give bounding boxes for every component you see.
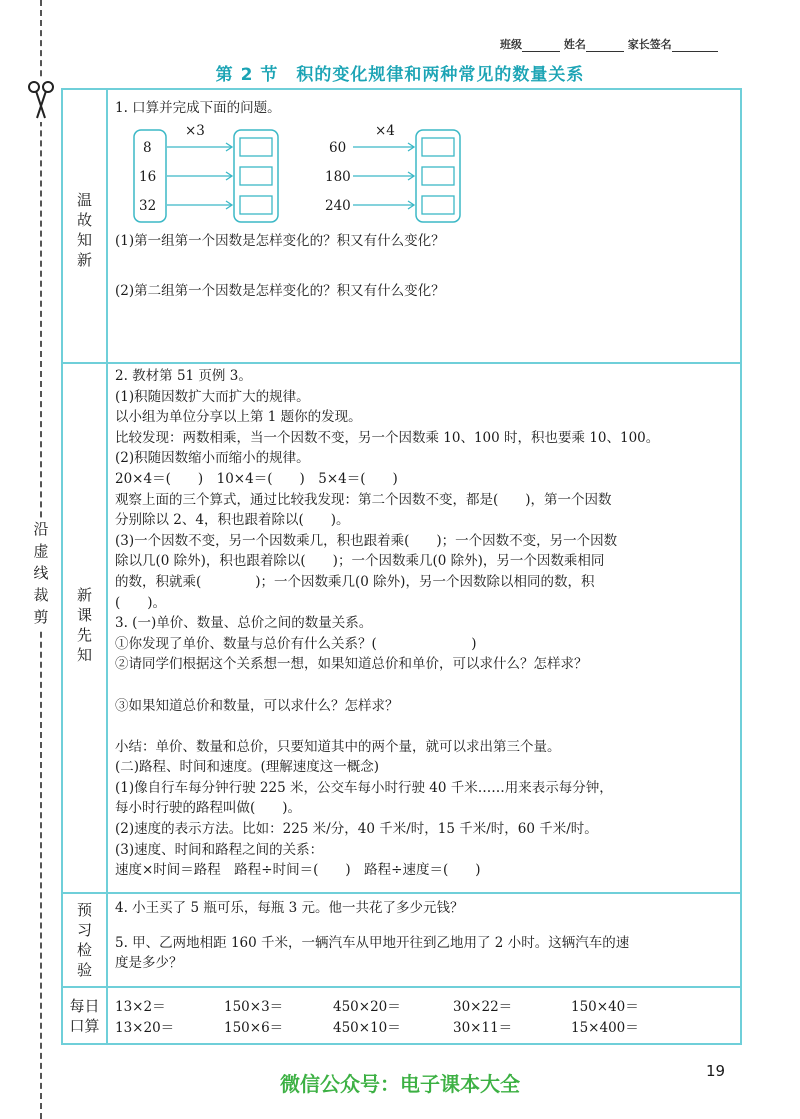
text-line: 除以几(0 除外)，积也跟着除以( )；一个因数乘几(0 除外)，另一个因数乘相同 — [115, 553, 605, 570]
math-item: 13×2＝ — [115, 999, 166, 1015]
review-subquestions — [115, 231, 734, 301]
name-label: 姓名 — [563, 38, 586, 51]
text-line: 小结：单价、数量和总价，只要知道其中的两个量，就可以求出第三个量。 — [115, 738, 561, 755]
text-line: ②请同学们根据这个关系想一想，如果知道总价和单价，可以求什么？怎样求？ — [115, 656, 588, 673]
group-2-figure — [325, 123, 475, 224]
parent-field[interactable] — [672, 41, 718, 52]
text-line: 3. (一)单价、数量、总价之间的数量关系。 — [115, 615, 373, 632]
math-item: 15×400＝ — [571, 1019, 639, 1036]
math-item: 450×20＝ — [333, 999, 401, 1015]
question-1: 1. 口算并完成下面的问题。 — [115, 100, 281, 116]
math-item: 30×22＝ — [453, 999, 513, 1015]
text-line: ③如果知道总价和数量，可以求什么？怎样求？ — [115, 697, 399, 714]
section-label-review: 温 故 知 新 — [76, 191, 92, 269]
group-2-num: 60 — [329, 140, 347, 156]
group-1-multiplier: ×3 — [185, 123, 205, 139]
section-label-daily: 每日 口算 — [69, 997, 100, 1035]
group-1-figure — [133, 123, 293, 224]
text-line: 的数，积就乘( )；一个因数乘几(0 除外)，另一个因数除以相同的数，积 — [115, 573, 595, 590]
text-line: 比较发现：两数相乘，当一个因数不变，另一个因数乘 10、100 时，积也要乘 10、100。 — [115, 429, 660, 446]
math-item: 450×10＝ — [333, 1019, 401, 1036]
math-item: 13×20＝ — [115, 1019, 175, 1036]
text-line: 速度×时间＝路程 路程÷时间＝( ) 路程÷速度＝( ) — [115, 862, 481, 879]
text-line: (3)一个因数不变，另一个因数乘几，积也跟着乘( )；一个因数不变，另一个因数 — [115, 532, 618, 549]
label-divider — [106, 90, 108, 1043]
parent-label: 家长签名 — [627, 38, 672, 51]
math-item: 150×6＝ — [224, 1019, 284, 1036]
text-line: 20×4＝( ) 10×4＝( ) 5×4＝( ) — [115, 470, 398, 487]
text-line: (3)速度、时间和路程之间的关系： — [115, 841, 324, 858]
section-label-preview: 预 习 检 验 — [76, 901, 92, 979]
text-line: 以小组为单位分享以上第 1 题你的发现。 — [115, 409, 362, 426]
text-line: 观察上面的三个算式，通过比较我发现：第二个因数不变，都是( )，第一个因数 — [115, 491, 612, 508]
divider-2 — [63, 892, 740, 894]
question-5-cont: 度是多少？ — [115, 955, 183, 972]
group-2-multiplier: ×4 — [375, 123, 395, 139]
new-lesson-content — [115, 366, 734, 881]
text-line: ①你发现了单价、数量与总价有什么关系？( ) — [115, 635, 477, 652]
page-title: 第 2 节 积的变化规律和两种常见的数量关系 — [215, 65, 585, 85]
text-line: 每小时行驶的路程叫做( )。 — [115, 800, 302, 817]
divider-1 — [63, 362, 740, 364]
class-label: 班级 — [500, 38, 522, 51]
math-item: 30×11＝ — [453, 1019, 513, 1036]
question-4: 4. 小王买了 5 瓶可乐，每瓶 3 元。他一共花了多少元钱？ — [115, 900, 464, 916]
text-line: (1)像自行车每分钟行驶 225 米，公交车每小时行驶 40 千米……用来表示每分钟， — [115, 779, 613, 796]
text-line: (1)积随因数扩大而扩大的规律。 — [115, 388, 310, 405]
worksheet-frame — [61, 88, 742, 1045]
cut-instruction: 沿 虚 线 裁 剪 — [30, 518, 52, 628]
group-1-num: 32 — [139, 198, 157, 214]
math-row-2 — [115, 1018, 734, 1039]
watermark: 微信公众号：电子课本大全 — [280, 1072, 520, 1096]
section-label-new: 新 课 先 知 — [76, 586, 92, 664]
text-line: (2)速度的表示方法。比如：225 米/分，40 千米/时，15 千米/时，60 千米/时。 — [115, 821, 598, 838]
preview-content — [115, 898, 734, 974]
daily-content — [115, 997, 734, 1038]
group-2-num: 180 — [325, 169, 351, 185]
math-item: 150×40＝ — [571, 999, 639, 1015]
math-item: 150×3＝ — [224, 999, 284, 1015]
question-1b: (2)第二组第一个因数是怎样变化的？积又有什么变化？ — [115, 282, 445, 299]
text-line: (2)积随因数缩小而缩小的规律。 — [115, 450, 310, 467]
text-line: 2. 教材第 51 页例 3。 — [115, 368, 252, 384]
group-1-num: 16 — [139, 169, 157, 185]
student-info — [500, 36, 718, 52]
review-content — [115, 98, 734, 119]
question-5: 5. 甲、乙两地相距 160 千米，一辆汽车从甲地开往到乙地用了 2 小时。这辆汽车的速 — [115, 934, 630, 951]
class-field[interactable] — [522, 41, 560, 52]
text-line: ( )。 — [115, 594, 167, 611]
name-field[interactable] — [586, 41, 624, 52]
group-1-num: 8 — [143, 140, 152, 156]
group-2-num: 240 — [325, 198, 351, 214]
math-row-1 — [115, 997, 734, 1018]
text-line: 分别除以 2、4，积也跟着除以( )。 — [115, 512, 350, 529]
question-1a: (1)第一组第一个因数是怎样变化的？积又有什么变化？ — [115, 233, 445, 249]
text-line: (二)路程、时间和速度。(理解速度这一概念) — [115, 759, 380, 776]
page-number: 19 — [706, 1062, 726, 1080]
divider-3 — [63, 986, 740, 988]
